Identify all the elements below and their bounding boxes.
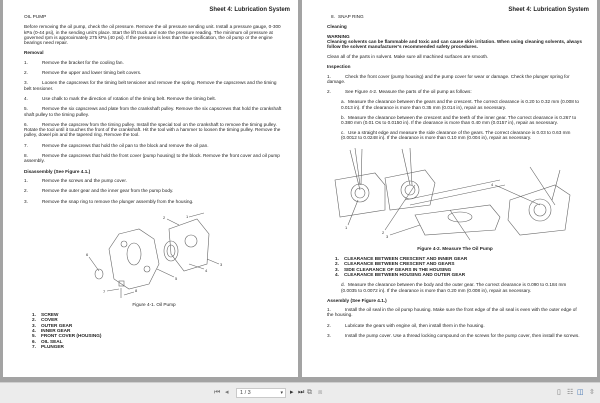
item-number: 5. (32, 333, 36, 339)
item-number: 4. (335, 271, 339, 277)
item-text: Remove the snap ring to remove the plunger assembly from the housing. (42, 198, 194, 204)
figure-label-item (335, 272, 583, 277)
figure-callout: 4 (491, 181, 494, 187)
disassembly-step (24, 178, 284, 183)
figure-callout: 2 (382, 229, 385, 235)
cleaning-text: Clean all of the parts in solvent. Make sure all machined surfaces are smooth. (327, 53, 489, 59)
removal-step (24, 153, 284, 164)
item-text: FRONT COVER (HOUSING) (41, 333, 102, 339)
item-text: Use a straight edge and measure the side clearance of the gears. The correct clearance is 0.03 to 0.63 mm (0.0012 to 0.0248 in). If the clearance is more than 0.10 mm (0.004 in), repair as necessary. (341, 129, 571, 140)
item-text: OUTER GEAR (41, 322, 73, 328)
page-right (302, 0, 597, 377)
section-title: OIL PUMP (24, 14, 47, 19)
sheet-title: Sheet 4: Lubrication System (209, 7, 290, 13)
item-number: 1. (24, 59, 28, 65)
item-text: Remove the capscrews that hold the front cover (pump housing) to the block. Remove the front cover and oil pump assembly. (24, 153, 280, 164)
item-number: 5. (24, 106, 28, 112)
item-text: Use chalk to mark the direction of rotation of the timing belt. Remove the timing belt. (42, 95, 217, 101)
item-number: 2. (335, 261, 339, 267)
item-number: 4. (32, 328, 36, 334)
item-text: Install the oil seal in the oil pump housing. Make sure the front edge of the oil seal is even with the outer edge of the housing. (327, 307, 577, 318)
item-text: Measure the clearance between the crescent and the teeth of the inner gear. The correct clearance is 0.267 to 0.380 mm (0.01 Os to 0.0150 in). If the clearance is more than 0.40 mm (0.0157 in), repair as necessary. (341, 114, 577, 125)
item-number: 7. (24, 142, 28, 148)
item-text: Check the front cover (pump housing) and the pump cover for wear or damage. Check the plunger spring for damage. (327, 73, 570, 84)
page-dropdown-icon[interactable]: ▾ (280, 390, 283, 396)
item-number: b. (341, 114, 345, 120)
item-text: Remove the bracket for the cooling fan. (42, 59, 124, 65)
item-text: CLEARANCE BETWEEN CRESCENT AND INNER GEAR (344, 256, 468, 262)
item-text: SIDE CLEARANCE OF GEARS IN THE HOUSING (344, 266, 452, 272)
measure-oil-pump-figure (330, 145, 580, 243)
item-text: Remove the six capscrews and plate from the crankshaft pulley. Remove the six capscrews that hold the crankshaft shaft pulley to the timing pulley. (24, 106, 282, 117)
item-number: 7. (32, 343, 36, 349)
item-text: Measure the clearance between the body and the outer gear. The correct clearance is 0.090 to 0.184 mm (0.0035 to 0.0072 in). If the clearance is more than 0.20 mm (0.008 in), repair as necessary. (341, 282, 567, 293)
intro-paragraph: Before removing the oil pump, check the oil pressure. Remove the oil pressure sending unit. Install a pressure gauge, 0-300 kPa (0-44 psi), in the sending unit's place. Start the lift truck and note the pressure reading. The minimum oil pressure at governed rpm is approximately 275 kPa (40 psi). If the pressure is less than the specification, the oil pump or the engine bearings need repair. (24, 24, 281, 46)
removal-step (24, 70, 284, 75)
previous-page-icon[interactable]: ◂ (225, 389, 229, 396)
figure-callout: 1 (345, 224, 348, 230)
item-number: 2. (24, 188, 28, 194)
item-text: Lubricate the gears with engine oil, then install them in the housing. (345, 322, 485, 328)
viewer-toolbar (0, 382, 600, 403)
figure-callout: 8 (135, 287, 138, 293)
inspection-heading: Inspection (327, 64, 351, 70)
removal-heading: Removal (24, 50, 44, 56)
figure-callout: 5 (175, 275, 178, 281)
item-text: INNER GEAR (41, 328, 71, 334)
item-text: Measure the clearance between the gears and the crescent. The correct clearance is 0.20 to 0.32 mm (0.008 to 0.013 in). If the clearance is more than 0.35 mm (0.014 in), repair as necessary. (341, 99, 580, 110)
figure-callout: 2 (163, 214, 166, 220)
figure-callout: 4 (205, 267, 208, 273)
last-page-icon[interactable]: ⏭ (298, 389, 305, 396)
page-indicator: 1 / 3 (240, 390, 251, 396)
item-number: 1. (24, 177, 28, 183)
fit-page-icon[interactable]: ⇳ (589, 389, 595, 396)
assembly-step (327, 307, 583, 318)
disassembly-heading: Disassembly (See Figure 4.1.) (24, 168, 91, 174)
first-page-icon[interactable]: ⏮ (214, 389, 221, 396)
inspection-step (327, 89, 583, 94)
disassembly-step (24, 199, 284, 204)
item-number: 1. (335, 256, 339, 262)
item-number: 3. (32, 322, 36, 328)
measure-item (341, 99, 583, 110)
item-text: Install the pump cover. Use a thread locking compound on the screws for the pump cover, then install the screws. (345, 333, 580, 339)
figure-caption: Figure 4-1. Oil Pump (132, 301, 176, 307)
assembly-step (327, 333, 583, 338)
removal-step (24, 143, 284, 148)
item-number: 1. (32, 312, 36, 318)
item-number: c. (341, 129, 345, 135)
item-number: 2. (24, 70, 28, 76)
figure-callout: 3 (386, 233, 389, 239)
item-text: PLUNGER (41, 343, 64, 349)
item-number: 3. (335, 266, 339, 272)
part-name: SNAP RING (338, 14, 364, 19)
item-number: a. (341, 99, 345, 105)
removal-step (24, 122, 284, 138)
item-text: Remove the upper and lower timing belt covers. (42, 70, 142, 76)
item-number: 6. (24, 121, 28, 127)
item-text: Remove the outer gear and the inner gear from the pump body. (42, 188, 174, 194)
item-number: 6. (32, 338, 36, 344)
item-number: d. (341, 282, 345, 288)
measure-item (341, 130, 583, 141)
item-number: 1. (327, 307, 331, 313)
continuous-view-icon[interactable]: ☷ (567, 389, 574, 396)
item-text: Remove the capscrew from the timing pulley. Install the special tool on the crankshaft to remove the timing pulley. Rotate the tool until it touches the front of the crankshaft. Hit the tool with a hammer to loosen the timing pulley. Remove the pulley, dowel pin and the tapered ring. Remove the tool. (24, 121, 281, 138)
figure-callout: 7 (103, 288, 106, 294)
figure-callout: 6 (86, 251, 89, 257)
item-text: SCREW (41, 312, 59, 318)
item-number: 2. (32, 317, 36, 323)
removal-step (24, 60, 284, 65)
item-number: 2. (327, 322, 331, 328)
page-left (3, 0, 298, 377)
figure-caption: Figure 4-2. Measure The Oil Pump (417, 245, 493, 251)
warning-text: Cleaning solvents can be flammable and toxic and can cause skin irritation. When using cleaning solvents, always follow the solvent manufacturer's recommended safety procedures. (327, 38, 583, 50)
copy-icon[interactable]: ⧉ (307, 389, 312, 396)
item-text: See Figure 4-2. Measure the parts of the oil pump as follows: (345, 89, 472, 95)
item-number: 2. (327, 89, 331, 95)
two-page-view-icon[interactable]: ◫ (577, 389, 584, 396)
item-number: 3. (24, 198, 28, 204)
warning-label: WARNING (327, 33, 350, 39)
item-text: CLEARANCE BETWEEN HOUSING AND OUTER GEAR (344, 271, 466, 277)
part-list-item (32, 344, 284, 349)
item-text: Remove the screws and the pump cover. (42, 177, 127, 183)
item-number: 3. (327, 333, 331, 339)
part-number: 8. (331, 14, 335, 19)
inspection-step (327, 74, 583, 85)
assembly-step (327, 323, 583, 328)
next-page-icon[interactable]: ▸ (290, 389, 294, 396)
item-number: 4. (24, 95, 28, 101)
figure-callout: 3 (220, 261, 223, 267)
disassembly-step (24, 188, 284, 193)
sheet-title: Sheet 4: Lubrication System (508, 7, 589, 13)
assembly-heading: Assembly (See Figure 4.1.) (327, 297, 387, 303)
item-text: OIL SEAL (41, 338, 63, 344)
item-number: 1. (327, 73, 331, 79)
item-number: 3. (24, 80, 28, 86)
item-text: Remove the capscrews that hold the oil pan to the block and remove the oil pan. (42, 142, 209, 148)
removal-step (24, 96, 284, 101)
oil-pump-figure (79, 209, 229, 299)
item-text: Loosen the capscrews for the timing belt tensioner and remove the spring. Remove the capscrews and the timing belt tensioner. (24, 80, 277, 91)
single-page-view-icon[interactable]: ▯ (557, 389, 561, 396)
removal-step (24, 106, 284, 117)
paste-icon[interactable]: ⧈ (318, 389, 323, 396)
page-number-input[interactable] (236, 388, 286, 398)
measure-item (341, 115, 583, 126)
item-number: 8. (24, 153, 28, 159)
removal-step (24, 80, 284, 91)
item-text: COVER (41, 317, 58, 323)
figure-callout: 1 (186, 213, 189, 219)
item-text: CLEARANCE BETWEEN CRESCENT AND GEARS (344, 261, 455, 267)
cleaning-heading: Cleaning (327, 24, 347, 30)
